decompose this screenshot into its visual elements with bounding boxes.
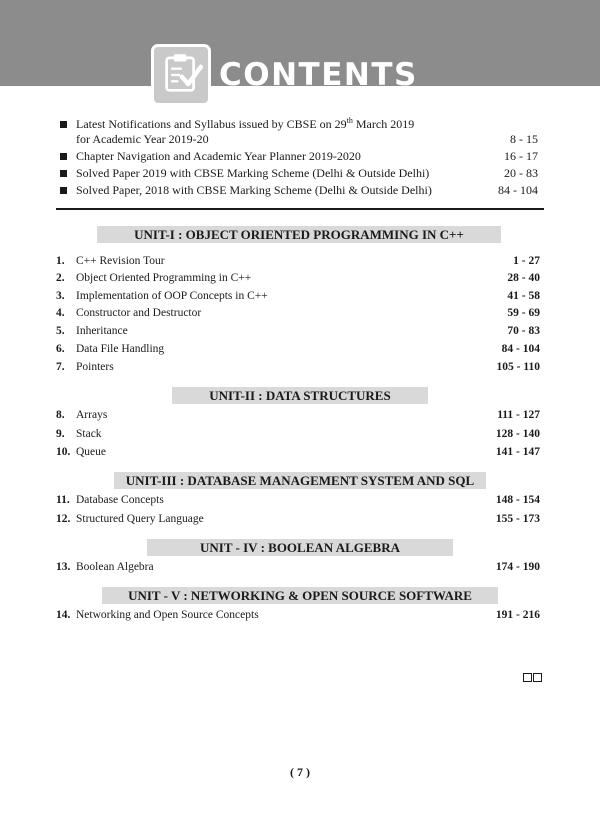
chapter-pages: 1 - 27 xyxy=(513,255,540,267)
chapter-title: Inheritance xyxy=(76,325,128,337)
chapter-number: 3. xyxy=(56,290,65,302)
square-bullet-icon xyxy=(60,170,67,177)
page-number: ( 7 ) xyxy=(290,765,310,779)
toc-row[interactable] xyxy=(56,359,540,375)
chapter-number: 10. xyxy=(56,446,71,458)
toc-row[interactable] xyxy=(56,559,540,575)
chapter-title: Structured Query Language xyxy=(76,513,204,525)
chapter-title: Stack xyxy=(76,428,102,440)
intro-item[interactable] xyxy=(60,117,544,147)
chapter-title: Constructor and Destructor xyxy=(76,307,202,319)
toc-row[interactable] xyxy=(56,426,540,442)
section-divider xyxy=(56,208,544,210)
toc-row[interactable] xyxy=(56,407,540,423)
intro-item-text: Solved Paper 2019 with CBSE Marking Scheme (Delhi & Outside Delhi) xyxy=(76,166,430,180)
intro-item-text: Solved Paper, 2018 with CBSE Marking Scheme (Delhi & Outside Delhi) xyxy=(76,183,432,197)
chapter-pages: 128 - 140 xyxy=(495,428,540,440)
chapter-pages: 105 - 110 xyxy=(496,361,540,373)
unit-heading: UNIT-II : DATA STRUCTURES xyxy=(172,387,428,404)
chapter-title: C++ Revision Tour xyxy=(76,255,165,267)
intro-item-pages: 16 - 17 xyxy=(504,149,538,163)
unit-heading: UNIT - V : NETWORKING & OPEN SOURCE SOFTWARE xyxy=(102,587,498,604)
unit-heading: UNIT-I : OBJECT ORIENTED PROGRAMMING IN C++ xyxy=(97,226,501,243)
chapter-title: Implementation of OOP Concepts in C++ xyxy=(76,290,268,302)
toc-row[interactable] xyxy=(56,305,540,321)
unit-heading: UNIT - IV : BOOLEAN ALGEBRA xyxy=(147,539,453,556)
chapter-pages: 141 - 147 xyxy=(495,446,540,458)
chapter-pages: 84 - 104 xyxy=(501,343,540,355)
toc-row[interactable] xyxy=(56,288,540,304)
chapter-pages: 59 - 69 xyxy=(507,307,540,319)
chapter-pages: 70 - 83 xyxy=(507,325,540,337)
chapter-number: 9. xyxy=(56,428,65,440)
chapter-pages: 41 - 58 xyxy=(507,290,540,302)
chapter-pages: 148 - 154 xyxy=(495,494,540,506)
page-title: CONTENTS xyxy=(219,57,418,93)
chapter-pages: 111 - 127 xyxy=(497,409,540,421)
chapter-pages: 155 - 173 xyxy=(495,513,540,525)
chapter-title: Networking and Open Source Concepts xyxy=(76,609,259,621)
chapter-pages: 174 - 190 xyxy=(495,561,540,573)
square-bullet-icon xyxy=(60,153,67,160)
chapter-number: 4. xyxy=(56,307,65,319)
intro-item-text: Latest Notifications and Syllabus issued by CBSE on 29th March 2019 for Academic Year 2019-20 xyxy=(76,116,415,146)
toc-row[interactable] xyxy=(56,341,540,357)
intro-item[interactable] xyxy=(60,149,544,164)
intro-item-text: Chapter Navigation and Academic Year Planner 2019-2020 xyxy=(76,149,361,163)
chapter-pages: 28 - 40 xyxy=(507,272,540,284)
clipboard-check-icon xyxy=(151,44,211,106)
square-bullet-icon xyxy=(60,121,67,128)
chapter-number: 12. xyxy=(56,513,71,525)
end-of-section-marks-icon xyxy=(523,673,543,682)
toc-row[interactable] xyxy=(56,607,540,623)
chapter-number: 1. xyxy=(56,255,65,267)
toc-row[interactable] xyxy=(56,253,540,269)
chapter-title: Object Oriented Programming in C++ xyxy=(76,272,252,284)
chapter-number: 14. xyxy=(56,609,71,621)
square-bullet-icon xyxy=(60,187,67,194)
toc-row[interactable] xyxy=(56,511,540,527)
intro-item[interactable] xyxy=(60,183,544,198)
unit-heading: UNIT-III : DATABASE MANAGEMENT SYSTEM AND SQL xyxy=(114,472,486,489)
chapter-number: 8. xyxy=(56,409,65,421)
chapter-number: 6. xyxy=(56,343,65,355)
intro-item[interactable] xyxy=(60,166,544,181)
toc-row[interactable] xyxy=(56,492,540,508)
intro-item-pages: 84 - 104 xyxy=(498,183,538,197)
chapter-title: Arrays xyxy=(76,409,108,421)
chapter-title: Database Concepts xyxy=(76,494,164,506)
chapter-title: Pointers xyxy=(76,361,114,373)
toc-row[interactable] xyxy=(56,270,540,286)
chapter-number: 7. xyxy=(56,361,65,373)
intro-item-pages: 20 - 83 xyxy=(504,166,538,180)
chapter-title: Queue xyxy=(76,446,107,458)
chapter-number: 2. xyxy=(56,272,65,284)
toc-row[interactable] xyxy=(56,444,540,460)
toc-row[interactable] xyxy=(56,323,540,339)
chapter-pages: 191 - 216 xyxy=(495,609,540,621)
intro-item-pages: 8 - 15 xyxy=(510,132,538,146)
chapter-number: 11. xyxy=(56,494,70,506)
chapter-number: 13. xyxy=(56,561,71,573)
chapter-number: 5. xyxy=(56,325,65,337)
chapter-title: Data File Handling xyxy=(76,343,165,355)
chapter-title: Boolean Algebra xyxy=(76,561,154,573)
